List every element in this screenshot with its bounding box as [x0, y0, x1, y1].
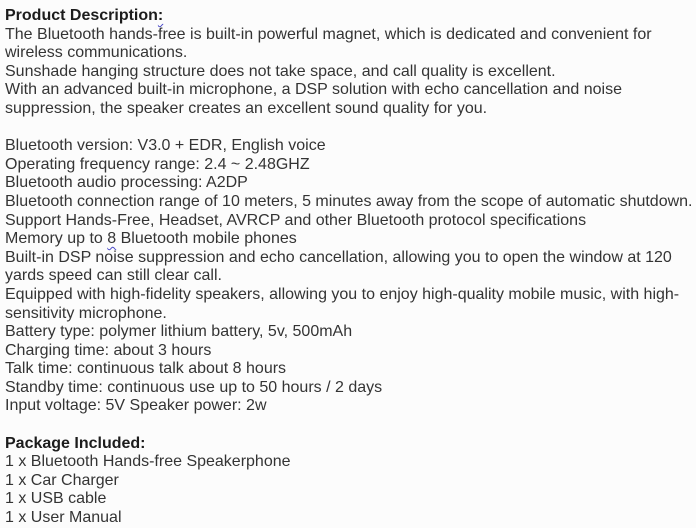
text-line	[5, 63, 694, 82]
spellcheck-flagged-text: :	[157, 7, 164, 24]
text-segment: With an advanced built-in microphone, a DSP solution with echo cancellation and noise	[5, 81, 622, 99]
text-line	[5, 360, 694, 379]
text-line	[5, 81, 694, 100]
text-line	[5, 305, 694, 324]
text-line	[5, 323, 694, 342]
text-segment: suppression, the speaker creates an excellent sound quality for you.	[5, 99, 488, 117]
text-segment: Talk time: continuous talk about 8 hours	[5, 360, 287, 378]
text-segment: yards speed can still clear call.	[5, 267, 222, 285]
text-segment: Bluetooth connection range of 10 meters, 5 minutes away from the scope of automatic shutdown.	[5, 192, 693, 210]
text-line	[5, 156, 694, 175]
text-line	[5, 44, 694, 63]
section-heading	[5, 7, 694, 26]
text-segment: Package Included:	[5, 434, 146, 452]
text-line	[5, 397, 694, 416]
text-line	[5, 267, 694, 286]
text-segment: Input voltage: 5V Speaker power: 2w	[5, 397, 267, 415]
text-segment: wireless communications.	[5, 44, 188, 62]
text-line	[5, 137, 694, 156]
document-body	[5, 7, 694, 528]
section-heading	[5, 435, 694, 454]
text-segment: Built-in DSP noise suppression and echo cancellation, allowing you to open the window at 120	[5, 248, 672, 266]
text-segment: Bluetooth audio processing: A2DP	[5, 174, 248, 192]
text-line	[5, 472, 694, 491]
text-segment: The Bluetooth hands-free is built-in powerful magnet, which is dedicated and convenient for	[5, 25, 652, 43]
text-segment: Operating frequency range: 2.4 ~ 2.48GHZ	[5, 155, 310, 173]
text-line	[5, 193, 694, 212]
text-line	[5, 174, 694, 193]
text-segment: Bluetooth mobile phones	[116, 230, 297, 248]
text-line	[5, 453, 694, 472]
text-line	[5, 379, 694, 398]
text-segment: Bluetooth version: V3.0 + EDR, English voice	[5, 137, 326, 155]
text-line	[5, 342, 694, 361]
spellcheck-flagged-text: 8	[107, 230, 117, 248]
text-segment: Battery type: polymer lithium battery, 5v, 500mAh	[5, 323, 353, 341]
text-segment: 1 x Bluetooth Hands-free Speakerphone	[5, 453, 291, 471]
text-line	[5, 212, 694, 231]
text-segment: 1 x User Manual	[5, 509, 122, 527]
text-segment: sensitivity microphone.	[5, 304, 167, 322]
text-segment: Equipped with high-fidelity speakers, allowing you to enjoy high-quality mobile music, with high-	[5, 285, 680, 303]
text-segment: Charging time: about 3 hours	[5, 341, 212, 359]
text-segment: Standby time: continuous use up to 50 hours / 2 days	[5, 378, 383, 396]
text-line	[5, 100, 694, 119]
text-segment: Sunshade hanging structure does not take space, and call quality is excellent.	[5, 62, 556, 80]
text-line	[5, 230, 694, 249]
text-segment: Memory up to	[5, 230, 108, 248]
text-line	[5, 249, 694, 268]
text-segment: 1 x USB cable	[5, 490, 107, 508]
blank-line	[5, 416, 694, 435]
text-line	[5, 286, 694, 305]
text-segment: Product Description	[5, 7, 158, 24]
text-line	[5, 490, 694, 509]
text-segment: 1 x Car Charger	[5, 471, 119, 489]
text-segment: Support Hands-Free, Headset, AVRCP and other Bluetooth protocol specifications	[5, 211, 587, 229]
text-line	[5, 509, 694, 528]
text-line	[5, 26, 694, 45]
blank-line	[5, 119, 694, 138]
